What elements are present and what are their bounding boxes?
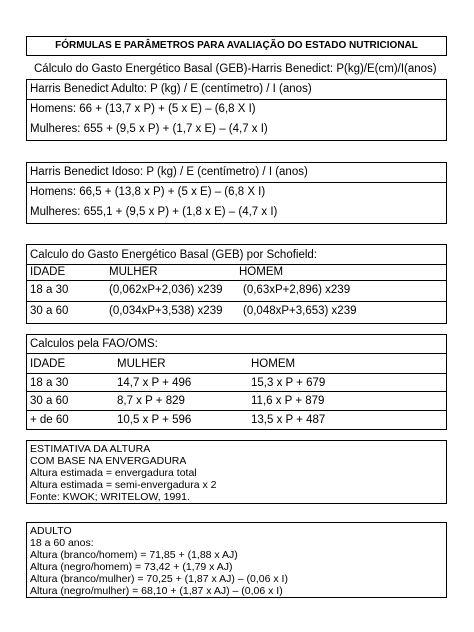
fao-header-mulher: MULHER xyxy=(117,358,166,370)
harris-benedict-adulto-box xyxy=(26,79,447,141)
schofield-header-idade: IDADE xyxy=(30,266,66,278)
fao-row-1-homem: 15,3 x P + 679 xyxy=(251,377,326,389)
schofield-row-2-idade: 30 a 60 xyxy=(30,305,69,317)
fao-oms-box xyxy=(26,334,447,430)
estimativa-altura-box xyxy=(26,440,447,504)
altura-fonte: Fonte: KWOK; WRITELOW, 1991. xyxy=(30,491,190,503)
schofield-row-1-idade: 18 a 30 xyxy=(30,284,69,296)
adulto-line-5: Altura (branco/mulher) = 70,25 + (1,87 x AJ) – (0,06 x I) xyxy=(30,573,288,585)
schofield-row-2-homem: (0,048xP+3,653) x239 xyxy=(243,305,357,317)
schofield-header-homem: HOMEM xyxy=(239,266,284,278)
adulto-line-6: Altura (negro/mulher) = 68,10 + (1,87 x AJ) – (0,06 x I) xyxy=(30,585,283,597)
fao-row-2-mulher: 8,7 x P + 829 xyxy=(117,395,185,407)
adulto-line-3: Altura (branco/homem) = 71,85 + (1,88 x AJ) xyxy=(30,549,238,561)
fao-row-1-idade: 18 a 30 xyxy=(30,377,69,389)
schofield-title: Calculo do Gasto Energético Basal (GEB) por Schofield: xyxy=(30,249,318,261)
adulto-line-1: ADULTO xyxy=(30,525,72,537)
document-title: FÓRMULAS E PARÂMETROS PARA AVALIAÇÃO DO ESTADO NUTRICIONAL xyxy=(26,36,447,56)
fao-row-3-homem: 13,5 x P + 487 xyxy=(251,414,326,426)
fao-header-idade: IDADE xyxy=(30,358,66,370)
fao-row-2-homem: 11,6 x P + 879 xyxy=(251,395,325,407)
geb-subtitle: Cálculo do Gasto Energético Basal (GEB)-Harris Benedict: P(kg)/E(cm)/I(anos) xyxy=(34,63,437,75)
schofield-header-mulher: MULHER xyxy=(109,266,158,278)
schofield-box xyxy=(26,244,447,324)
hb-idoso-title: Harris Benedict Idoso: P (kg) / E (centímetro) / I (anos) xyxy=(30,166,308,178)
adulto-line-4: Altura (negro/homem) = 73,42 + (1,79 x AJ) xyxy=(30,561,233,573)
adulto-altura-box xyxy=(26,522,447,598)
hb-adulto-mulheres: Mulheres: 655 + (9,5 x P) + (1,7 x E) – (4,7 x I) xyxy=(30,123,268,135)
fao-row-3-idade: + de 60 xyxy=(30,414,69,426)
schofield-row-2-mulher: (0,034xP+3,538) x239 xyxy=(109,305,223,317)
fao-row-1-mulher: 14,7 x P + 496 xyxy=(117,377,192,389)
harris-benedict-idoso-box xyxy=(26,162,447,224)
hb-adulto-homens: Homens: 66 + (13,7 x P) + (5 x E) – (6,8 X I) xyxy=(30,103,256,115)
altura-line-4: Altura estimada = semi-envergadura x 2 xyxy=(30,479,217,491)
adulto-line-2: 18 a 60 anos: xyxy=(30,537,94,549)
hb-idoso-homens: Homens: 66,5 + (13,8 x P) + (5 x E) – (6,8 X I) xyxy=(30,186,266,198)
fao-row-3-mulher: 10,5 x P + 596 xyxy=(117,414,192,426)
hb-idoso-mulheres: Mulheres: 655,1 + (9,5 x P) + (1,8 x E) – (4,7 x I) xyxy=(30,206,278,218)
fao-title: Calculos pela FAO/OMS: xyxy=(30,338,158,350)
schofield-row-1-mulher: (0,062xP+2,036) x239 xyxy=(109,284,223,296)
altura-line-3: Altura estimada = envergadura total xyxy=(30,467,197,479)
fao-header-homem: HOMEM xyxy=(251,358,296,370)
altura-line-1: ESTIMATIVA DA ALTURA xyxy=(30,443,151,455)
schofield-row-1-homem: (0,63xP+2,896) x239 xyxy=(243,284,351,296)
fao-row-2-idade: 30 a 60 xyxy=(30,395,69,407)
hb-adulto-title: Harris Benedict Adulto: P (kg) / E (centímetro) / I (anos) xyxy=(30,83,312,95)
altura-line-2: COM BASE NA ENVERGADURA xyxy=(30,455,187,467)
